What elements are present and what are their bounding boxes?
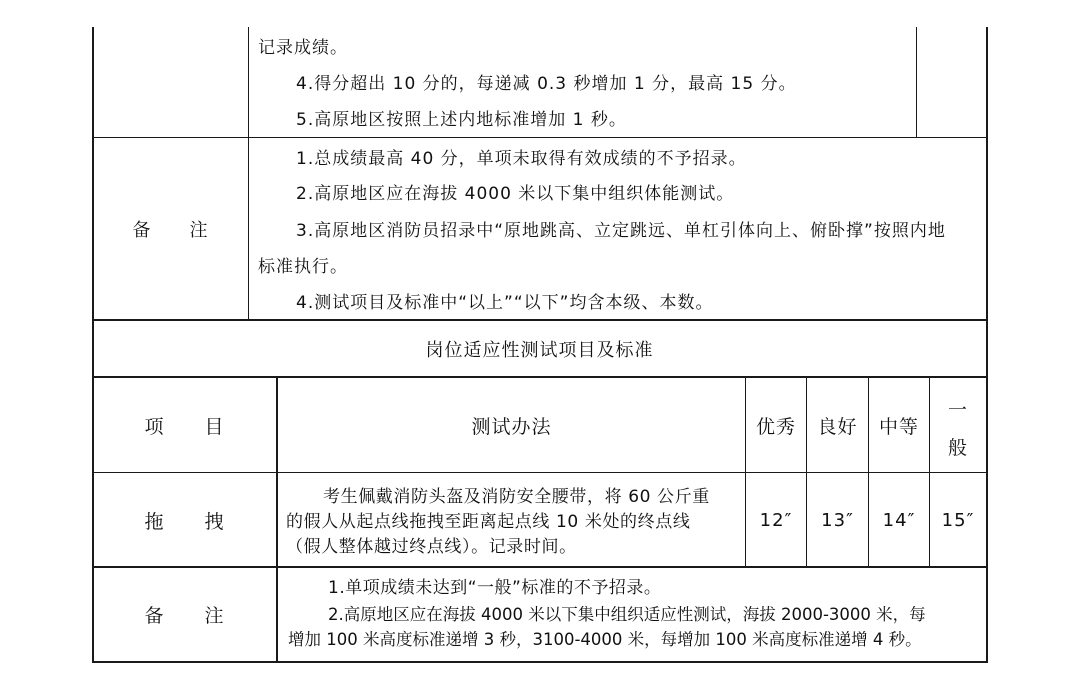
row-divider-4 bbox=[92, 472, 988, 473]
header-good: 良好 bbox=[817, 415, 858, 438]
remarks1-line-5: 4.测试项目及标准中“以上”“以下”均含本级、本数。 bbox=[296, 293, 714, 313]
header-general bbox=[930, 378, 986, 472]
section-title: 岗位适应性测试项目及标准 bbox=[425, 339, 654, 361]
header-item: 项 目 bbox=[144, 415, 225, 438]
drag-medium: 14″ bbox=[882, 509, 916, 531]
drag-method-line-2: 的假人从起点线拖拽至距离起点线 10 米处的终点线 bbox=[286, 512, 691, 532]
remarks2-line-2: 2.高原地区应在海拔 4000 米以下集中组织适应性测试，海拔 2000-3000 米，每 bbox=[328, 605, 926, 624]
drag-good: 13″ bbox=[821, 509, 854, 531]
col-divider-top-right bbox=[916, 27, 917, 137]
header-method: 测试办法 bbox=[471, 415, 552, 438]
drag-excellent: 12″ bbox=[759, 509, 793, 531]
col-divider-top bbox=[248, 27, 249, 320]
remarks1-line-3: 3.高原地区消防员招录中“原地跳高、立定跳远、单杠引体向上、俯卧撑”按照内地 bbox=[296, 221, 946, 241]
header-excellent: 优秀 bbox=[755, 415, 796, 438]
header-general-char-1: 一 bbox=[947, 398, 968, 421]
remarks1-line-1: 1.总成绩最高 40 分，单项未取得有效成绩的不予招录。 bbox=[296, 149, 747, 169]
drag-method-line-1: 考生佩戴消防头盔及消防安全腰带，将 60 公斤重 bbox=[323, 487, 710, 507]
remarks2-line-3: 增加 100 米高度标准递增 3 秒，3100-4000 米，每增加 100 米高度标准递增 4 秒。 bbox=[288, 630, 922, 649]
top-line-3: 5.高原地区按照上述内地标准增加 1 秒。 bbox=[296, 110, 627, 130]
remarks1-line-4: 标准执行。 bbox=[258, 257, 348, 277]
header-general-char-2: 般 bbox=[947, 436, 968, 459]
remarks1-line-2: 2.高原地区应在海拔 4000 米以下集中组织体能测试。 bbox=[296, 184, 735, 204]
drag-general: 15″ bbox=[941, 509, 975, 531]
drag-item: 拖 拽 bbox=[144, 510, 225, 533]
table-border-bottom bbox=[92, 661, 988, 663]
remarks2-label: 备 注 bbox=[144, 605, 225, 627]
remarks2-line-1: 1.单项成绩未达到“一般”标准的不予招录。 bbox=[328, 578, 662, 598]
remarks1-label: 备 注 bbox=[132, 219, 209, 241]
top-line-2: 4.得分超出 10 分的，每递减 0.3 秒增加 1 分，最高 15 分。 bbox=[296, 74, 797, 94]
top-line-1: 记录成绩。 bbox=[258, 38, 348, 58]
drag-method-line-3: （假人整体越过终点线）。记录时间。 bbox=[286, 537, 577, 557]
header-medium: 中等 bbox=[878, 415, 919, 438]
